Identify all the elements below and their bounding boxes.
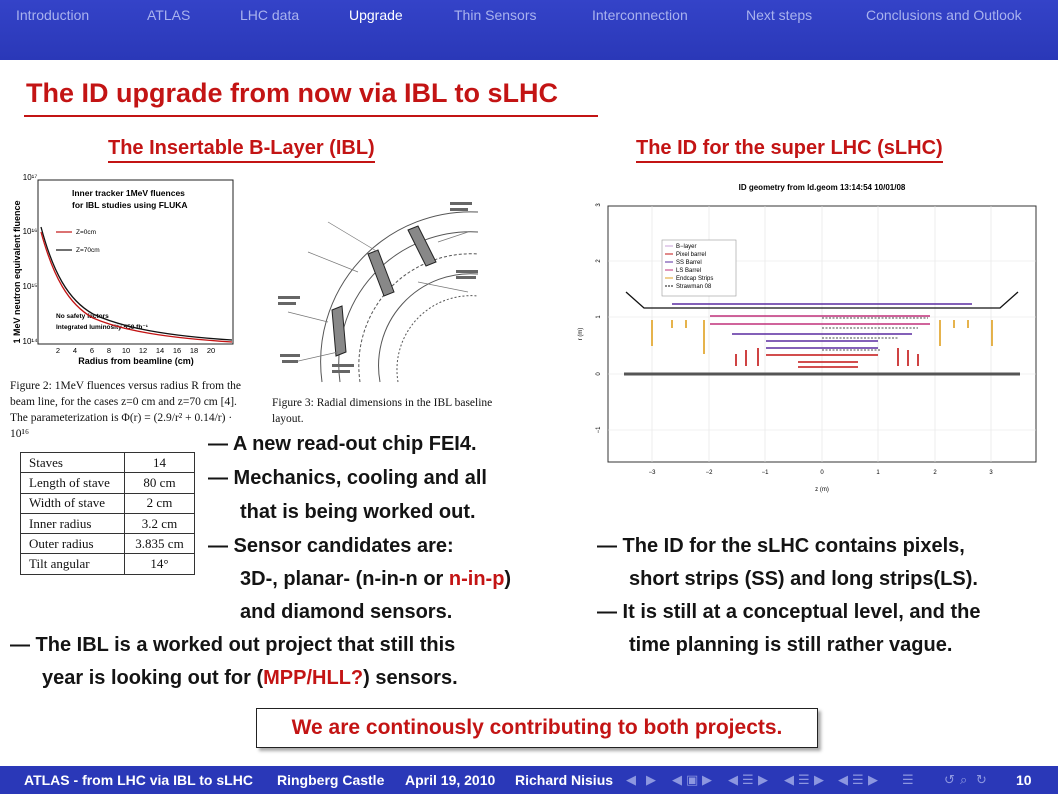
nav-item-next-steps[interactable]: Next steps <box>746 7 813 23</box>
back-icon[interactable]: ↺ <box>944 772 955 787</box>
legend-blayer: B−layer <box>676 244 697 250</box>
bullet-ibl-project: — The IBL is a worked out project that still this <box>10 634 456 656</box>
footer-date: April 19, 2010 <box>405 772 496 788</box>
nav-item-introduction[interactable]: Introduction <box>16 7 90 23</box>
xtick: 2 <box>55 346 61 355</box>
nav-item-lhc-data[interactable]: LHC data <box>240 7 300 23</box>
highlight-mpp-hll: MPP/HLL? <box>263 667 364 689</box>
geometry-ylabel: r (m) <box>578 327 584 341</box>
slide-icon[interactable]: ☰ <box>852 772 864 787</box>
xtick: −2 <box>705 470 713 476</box>
xtick: −3 <box>648 470 656 476</box>
table-row <box>21 513 195 533</box>
footer-talk-title: ATLAS - from LHC via IBL to sLHC <box>24 772 253 788</box>
footer-bar <box>0 766 1058 794</box>
xtick: 3 <box>989 470 993 476</box>
xtick: 10 <box>121 346 131 355</box>
table-cell: Staves <box>21 453 125 473</box>
title-underline <box>24 115 598 117</box>
geometry-plot-title: ID geometry from ld.geom 13:14:54 10/01/08 <box>738 183 906 192</box>
nav-item-upgrade[interactable]: Upgrade <box>349 7 403 23</box>
bullet-slhc-contents-cont: short strips (SS) and long strips(LS). <box>629 568 978 590</box>
fluence-xlabel: Radius from beamline (cm) <box>78 356 194 366</box>
subsection-icon[interactable]: ☰ <box>742 772 754 787</box>
table-cell: 2 cm <box>125 493 195 513</box>
contribution-note-box: We are continously contributing to both projects. <box>256 708 818 748</box>
footer-author: Richard Nisius <box>515 772 614 788</box>
caption-line: Figure 3: Radial dimensions in the IBL baseline <box>272 397 493 409</box>
figure3-caption <box>272 395 512 427</box>
slhc-geometry-plot <box>568 178 1046 500</box>
table-cell: Length of stave <box>21 473 125 493</box>
table-cell: 3.2 cm <box>125 513 195 533</box>
caption-line: The parameterization is Φ(r) = (2.9/r² + 0.14/r) · 10¹⁶ <box>10 412 233 440</box>
table-cell: Inner radius <box>21 513 125 533</box>
xtick: 4 <box>72 346 78 355</box>
caption-line: beam line, for the cases z=0 cm and z=70 cm [4]. <box>10 396 237 408</box>
legend-pixel: Pixel barrel <box>676 252 707 258</box>
ytick: 1 <box>596 315 602 319</box>
bullet-diamond: and diamond sensors. <box>240 601 453 623</box>
xtick: 8 <box>106 346 112 355</box>
caption-line: layout. <box>272 413 304 425</box>
next-slide-icon[interactable]: ▶ <box>646 772 656 787</box>
table-cell: 3.835 cm <box>125 534 195 554</box>
nav-item-atlas[interactable]: ATLAS <box>147 7 191 23</box>
fluence-plot <box>8 172 244 372</box>
subtitle-ibl: The Insertable B-Layer (IBL) <box>108 137 375 163</box>
xtick: 6 <box>89 346 95 355</box>
bullet-slhc-contents: — The ID for the sLHC contains pixels, <box>597 535 965 557</box>
table-row <box>21 554 195 574</box>
table-row <box>21 534 195 554</box>
geometry-xlabel: z (m) <box>815 487 829 493</box>
next-section-icon[interactable]: ▶ <box>814 772 824 787</box>
table-row <box>21 493 195 513</box>
xtick: 18 <box>189 346 199 355</box>
nav-item-conclusions[interactable]: Conclusions and Outlook <box>866 7 1022 23</box>
bullet-slhc-status: — It is still at a conceptual level, and the <box>597 601 981 623</box>
table-cell: Outer radius <box>21 534 125 554</box>
prev-slide-alt-icon[interactable]: ◀ <box>838 772 848 787</box>
legend-ls: LS Barrel <box>676 268 702 274</box>
section-icon[interactable]: ☰ <box>798 772 810 787</box>
fluence-legend-title-2: for IBL studies using FLUKA <box>72 200 188 210</box>
table-cell: 14° <box>125 554 195 574</box>
bullet-sensor-candidates: — Sensor candidates are: <box>208 535 454 557</box>
xtick: 0 <box>820 470 824 476</box>
page-number: 10 <box>1016 772 1032 788</box>
frame-icon[interactable]: ▣ <box>686 772 699 787</box>
top-navigation-bar <box>0 0 1058 60</box>
table-cell: 14 <box>125 453 195 473</box>
xtick: 20 <box>206 346 216 355</box>
fluence-series-z0: Z=0cm <box>76 229 97 236</box>
forward-icon[interactable]: ↻ <box>976 772 987 787</box>
legend-ss: SS Barrel <box>676 260 702 266</box>
appendix-icon[interactable]: ☰ <box>902 772 914 787</box>
footer-place: Ringberg Castle <box>277 772 385 788</box>
fluence-note-2: Integrated luminosity 550 fb⁻¹ <box>56 324 148 331</box>
bullet-mechanics-cont: that is being worked out. <box>240 501 476 523</box>
ytick: 10¹⁷ <box>22 173 38 182</box>
table-row <box>21 453 195 473</box>
ibl-layout-drawing <box>268 192 500 388</box>
prev-frame-icon[interactable]: ◀ <box>672 772 682 787</box>
text-span: ) <box>504 568 512 590</box>
xtick: 16 <box>172 346 182 355</box>
nav-item-interconnection[interactable]: Interconnection <box>592 7 688 23</box>
ytick: 10¹⁶ <box>22 227 38 236</box>
ytick: 10¹⁴ <box>22 337 38 346</box>
xtick: 12 <box>138 346 148 355</box>
table-cell: Tilt angular <box>21 554 125 574</box>
xtick: −1 <box>761 470 769 476</box>
table-cell: 80 cm <box>125 473 195 493</box>
table-cell: Width of stave <box>21 493 125 513</box>
bullet-ibl-project-cont <box>42 662 458 695</box>
search-icon[interactable]: ⌕ <box>960 772 968 787</box>
next-subsection-icon[interactable]: ▶ <box>758 772 768 787</box>
prev-slide-icon[interactable]: ◀ <box>626 772 636 787</box>
bullet-slhc-status-cont: time planning is still rather vague. <box>629 634 953 656</box>
fluence-note-1: No safety factors <box>56 313 109 320</box>
text-span: ) sensors. <box>363 667 458 689</box>
next-slide-alt-icon[interactable]: ▶ <box>868 772 878 787</box>
fluence-ylabel: 1 MeV neutron equivalent fluence <box>12 200 22 344</box>
nav-item-thin-sensors[interactable]: Thin Sensors <box>454 7 537 23</box>
text-span: year is looking out for ( <box>42 667 264 689</box>
ytick: 10¹⁵ <box>22 282 38 291</box>
fluence-legend-title-1: Inner tracker 1MeV fluences <box>72 188 185 198</box>
table-row <box>21 473 195 493</box>
legend-strawman: Strawman 08 <box>676 284 712 290</box>
highlight-n-in-p: n-in-p <box>448 568 505 590</box>
xtick: 2 <box>933 470 937 476</box>
bullet-mechanics: — Mechanics, cooling and all <box>208 467 487 489</box>
slide-title: The ID upgrade from now via IBL to sLHC <box>26 78 559 108</box>
bullet-sensor-types <box>240 563 511 596</box>
prev-subsection-icon[interactable]: ◀ <box>728 772 738 787</box>
fluence-series-z70: Z=70cm <box>76 247 100 254</box>
xtick: 1 <box>876 470 880 476</box>
bullet-readout-chip: — A new read-out chip FEI4. <box>208 433 477 455</box>
next-frame-icon[interactable]: ▶ <box>702 772 712 787</box>
subtitle-slhc: The ID for the super LHC (sLHC) <box>636 137 943 163</box>
xtick: 14 <box>155 346 165 355</box>
text-span: 3D-, planar- (n-in-n or <box>240 568 449 590</box>
ytick: 2 <box>596 259 602 263</box>
legend-endcap: Endcap Strips <box>676 276 714 282</box>
ytick: −1 <box>596 426 602 434</box>
ytick: 3 <box>596 203 602 207</box>
prev-section-icon[interactable]: ◀ <box>784 772 794 787</box>
ytick: 0 <box>596 372 602 376</box>
caption-line: Figure 2: 1MeV fluences versus radius R from the <box>10 380 242 392</box>
stave-parameters-table <box>20 452 195 575</box>
